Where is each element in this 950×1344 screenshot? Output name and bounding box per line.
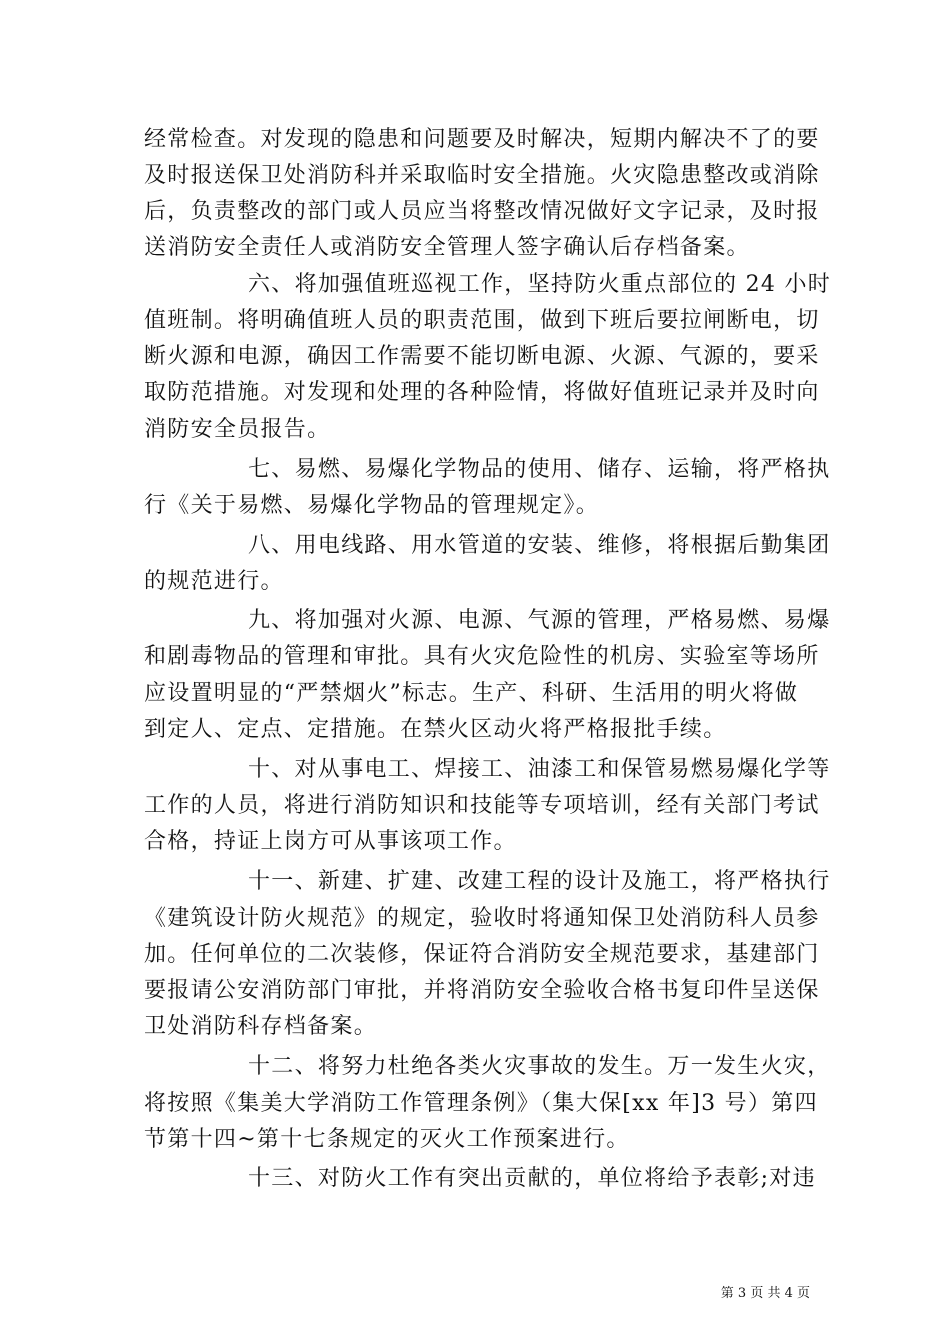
text-line: 应设置明显的“严禁烟火”标志。生产、科研、生活用的明火将做 <box>144 681 799 706</box>
page-number: 第 3 页 共 4 页 <box>720 1286 810 1301</box>
paragraph-13-start: 十三、对防火工作有突出贡献的，单位将给予表彰;对违 <box>248 1166 816 1191</box>
text-line: 和剧毒物品的管理和审批。具有火灾危险性的机房、实验室等场所 <box>144 644 820 669</box>
paragraph-7-start: 七、易燃、易爆化学物品的使用、储存、运输，将严格执 <box>248 457 831 482</box>
text-line: 取防范措施。对发现和处理的各种险情，将做好值班记录并及时向 <box>144 380 820 405</box>
text-line: 及时报送保卫处消防科并采取临时安全措施。火灾隐患整改或消除 <box>144 163 820 188</box>
text-line: 断火源和电源，确因工作需要不能切断电源、火源、气源的，要采 <box>144 344 820 369</box>
paragraph-8-start: 八、用电线路、用水管道的安装、维修，将根据后勤集团 <box>248 533 831 558</box>
text-line: 到定人、定点、定措施。在禁火区动火将严格报批手续。 <box>144 717 727 742</box>
paragraph-11-start: 十一、新建、扩建、改建工程的设计及施工，将严格执行 <box>248 869 831 894</box>
text-line: 消防安全员报告。 <box>144 417 331 442</box>
paragraph-12-start: 十二、将努力杜绝各类火灾事故的发生。万一发生火灾， <box>248 1054 831 1079</box>
text-line: 要报请公安消防部门审批，并将消防安全验收合格书复印件呈送保 <box>144 978 820 1003</box>
text-line: 卫处消防科存档备案。 <box>144 1014 378 1039</box>
text-line: 《建筑设计防火规范》的规定，验收时将通知保卫处消防科人员参 <box>144 906 820 931</box>
text-line: 合格，持证上岗方可从事该项工作。 <box>144 829 517 854</box>
text-line: 后，负责整改的部门或人员应当将整改情况做好文字记录，及时报 <box>144 199 820 224</box>
paragraph-6-start: 六、将加强值班巡视工作，坚持防火重点部位的 24 小时 <box>248 272 832 297</box>
paragraph-9-start: 九、将加强对火源、电源、气源的管理，严格易燃、易爆 <box>248 608 831 633</box>
text-line: 送消防安全责任人或消防安全管理人签字确认后存档备案。 <box>144 235 750 260</box>
text-line: 将按照《集美大学消防工作管理条例》（集大保[xx 年]3 号）第四 <box>144 1091 818 1116</box>
paragraph-10-start: 十、对从事电工、焊接工、油漆工和保管易燃易爆化学等 <box>248 757 831 782</box>
text-line: 加。任何单位的二次装修，保证符合消防安全规范要求，基建部门 <box>144 942 820 967</box>
text-line: 经常检查。对发现的隐患和问题要及时解决，短期内解决不了的要 <box>144 127 820 152</box>
text-line: 行《关于易燃、易爆化学物品的管理规定》。 <box>144 493 600 518</box>
text-line: 的规范进行。 <box>144 569 284 594</box>
text-line: 值班制。将明确值班人员的职责范围，做到下班后要拉闸断电，切 <box>144 308 820 333</box>
text-line: 工作的人员，将进行消防知识和技能等专项培训，经有关部门考试 <box>144 793 820 818</box>
text-line: 节第十四~第十七条规定的灭火工作预案进行。 <box>144 1127 630 1152</box>
